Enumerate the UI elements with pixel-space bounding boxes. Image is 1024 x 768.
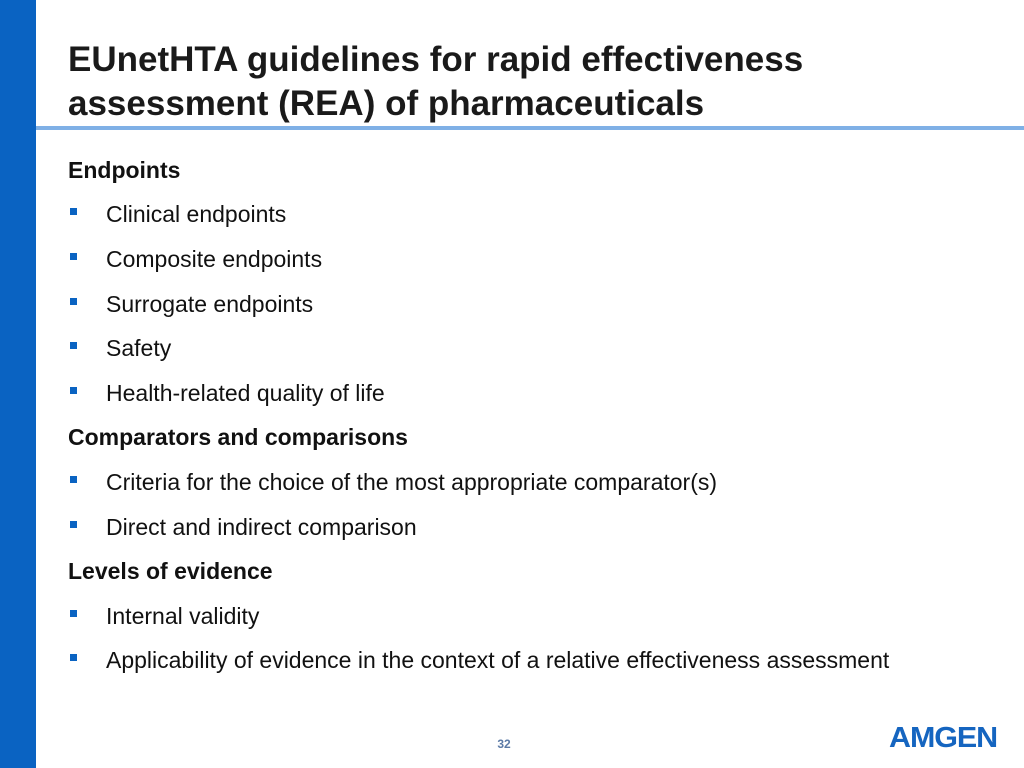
bullet-item <box>68 594 1008 639</box>
bullet-item <box>68 282 1008 327</box>
bullet-item <box>68 460 1008 505</box>
page-number: 32 <box>497 737 511 751</box>
bullet-text: Health-related quality of life <box>106 379 385 406</box>
bullet-text: Direct and indirect comparison <box>106 513 417 540</box>
square-bullet-icon <box>70 253 77 260</box>
square-bullet-icon <box>70 654 77 661</box>
bullet-item <box>68 639 1008 684</box>
slide-title-line-2: assessment (REA) of pharmaceuticals <box>68 84 705 123</box>
left-accent-bar <box>0 0 36 768</box>
title-divider <box>36 126 1024 130</box>
bullet-item <box>68 371 1008 416</box>
square-bullet-icon <box>70 298 77 305</box>
section-heading-levels-of-evidence: Levels of evidence <box>68 558 273 585</box>
square-bullet-icon <box>70 208 77 215</box>
slide-title-line-1: EUnetHTA guidelines for rapid effectiveness <box>68 40 804 79</box>
bullet-text: Composite endpoints <box>106 245 323 272</box>
square-bullet-icon <box>70 610 77 617</box>
slide-content <box>68 148 1008 683</box>
bullet-text: Applicability of evidence in the context of a relative effectiveness assessment <box>106 647 890 674</box>
bullet-text: Internal validity <box>106 602 260 629</box>
bullet-item <box>68 193 1008 238</box>
bullet-text: Clinical endpoints <box>106 201 287 228</box>
bullet-text: Safety <box>106 335 172 362</box>
square-bullet-icon <box>70 342 77 349</box>
square-bullet-icon <box>70 521 77 528</box>
bullet-item <box>68 237 1008 282</box>
section-heading-endpoints: Endpoints <box>68 156 181 183</box>
bullet-item <box>68 505 1008 550</box>
bullet-text: Criteria for the choice of the most appropriate comparator(s) <box>106 468 718 495</box>
bullet-text: Surrogate endpoints <box>106 290 314 317</box>
section-heading-comparators: Comparators and comparisons <box>68 424 408 451</box>
square-bullet-icon <box>70 476 77 483</box>
slide-title <box>68 38 998 126</box>
square-bullet-icon <box>70 387 77 394</box>
amgen-logo: AMGEN <box>889 722 998 754</box>
bullet-item <box>68 326 1008 371</box>
